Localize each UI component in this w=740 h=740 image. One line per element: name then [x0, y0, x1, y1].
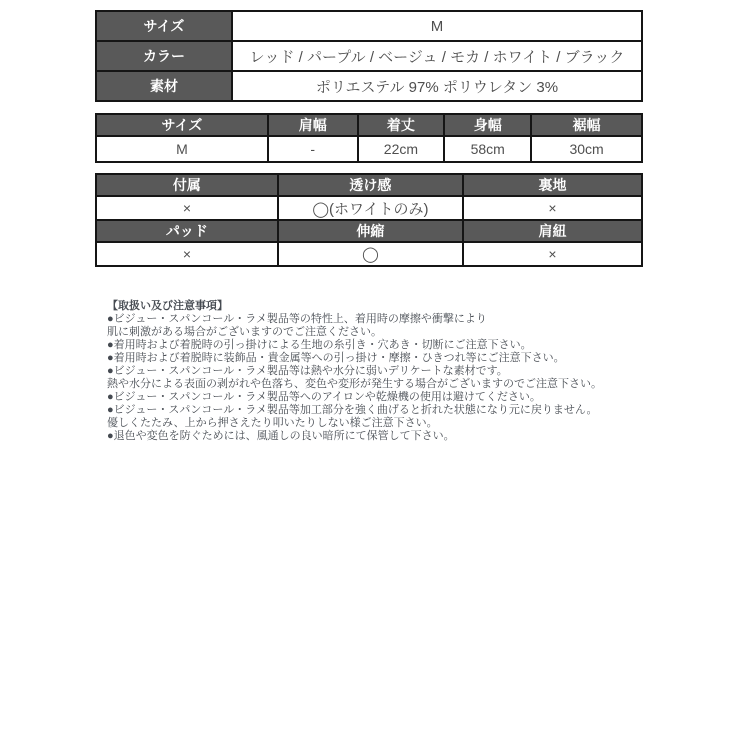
- measurement-table: [95, 113, 643, 163]
- measure-size-value: M: [96, 136, 268, 162]
- spec-size-value: M: [232, 11, 642, 41]
- spec-material-label: 素材: [96, 71, 232, 101]
- measure-length-value: 22cm: [358, 136, 445, 162]
- feature-sheerness-value: ◯(ホワイトのみ): [278, 196, 463, 220]
- feature-stretch-value: ◯: [278, 242, 463, 266]
- care-note-line: ●ビジュー・スパンコール・ラメ製品等の特性上、着用時の摩擦や衝撃により: [107, 313, 487, 325]
- feature-accessory-header: 付属: [96, 174, 278, 196]
- care-note-line: ●着用時および着脱時の引っ掛けによる生地の糸引き・穴あき・切断にご注意下さい。: [107, 339, 532, 351]
- measure-shoulder-value: -: [268, 136, 358, 162]
- table-row: [96, 196, 642, 220]
- measure-hem-value: 30cm: [531, 136, 642, 162]
- spec-material-value: ポリエステル 97% ポリウレタン 3%: [232, 71, 642, 101]
- measure-shoulder-header: 肩幅: [268, 114, 358, 136]
- care-notes: [107, 300, 643, 443]
- care-note-line: 優しくたたみ、上から押さえたり叩いたりしない様ご注意下さい。: [107, 417, 438, 429]
- care-note-line: ●着用時および着脱時に装飾品・貴金属等への引っ掛け・摩擦・ひきつれ等にご注意下さい。: [107, 352, 565, 364]
- table-header-row: [96, 174, 642, 196]
- spec-size-label: サイズ: [96, 11, 232, 41]
- care-notes-title: 【取扱い及び注意事項】: [107, 300, 228, 312]
- care-note-line: 熱や水分による表面の剥がれや色落ち、変色や変形が発生する場合がございますのでご注意下さい。: [107, 378, 602, 390]
- spec-content: [95, 10, 643, 443]
- care-note-line: ●ビジュー・スパンコール・ラメ製品等加工部分を強く曲げると折れた状態になり元に戻りません。: [107, 404, 598, 416]
- feature-pad-header: パッド: [96, 220, 278, 242]
- care-note-line: ●退色や変色を防ぐためには、風通しの良い暗所にて保管して下さい。: [107, 430, 455, 442]
- feature-stretch-header: 伸縮: [278, 220, 463, 242]
- table-row: [96, 41, 642, 71]
- measure-length-header: 着丈: [358, 114, 445, 136]
- feature-pad-value: ×: [96, 242, 278, 266]
- table-header-row: [96, 114, 642, 136]
- care-note-line: 肌に刺激がある場合がございますのでご注意ください。: [107, 326, 382, 338]
- spec-color-label: カラー: [96, 41, 232, 71]
- care-note-line: ●ビジュー・スパンコール・ラメ製品等へのアイロンや乾燥機の使用は避けてください。: [107, 391, 541, 403]
- spec-color-value: レッド / パープル / ベージュ / モカ / ホワイト / ブラック: [232, 41, 642, 71]
- care-note-line: ●ビジュー・スパンコール・ラメ製品等は熱や水分に弱いデリケートな素材です。: [107, 365, 508, 377]
- measure-hem-header: 裾幅: [531, 114, 642, 136]
- feature-sheerness-header: 透け感: [278, 174, 463, 196]
- table-row: [96, 136, 642, 162]
- measure-width-value: 58cm: [444, 136, 531, 162]
- measure-size-header: サイズ: [96, 114, 268, 136]
- feature-strap-value: ×: [463, 242, 642, 266]
- table-row: [96, 242, 642, 266]
- feature-strap-header: 肩紐: [463, 220, 642, 242]
- feature-table: [95, 173, 643, 267]
- feature-lining-value: ×: [463, 196, 642, 220]
- table-header-row: [96, 220, 642, 242]
- table-row: [96, 71, 642, 101]
- feature-accessory-value: ×: [96, 196, 278, 220]
- table-row: [96, 11, 642, 41]
- measure-width-header: 身幅: [444, 114, 531, 136]
- spec-table: [95, 10, 643, 102]
- feature-lining-header: 裏地: [463, 174, 642, 196]
